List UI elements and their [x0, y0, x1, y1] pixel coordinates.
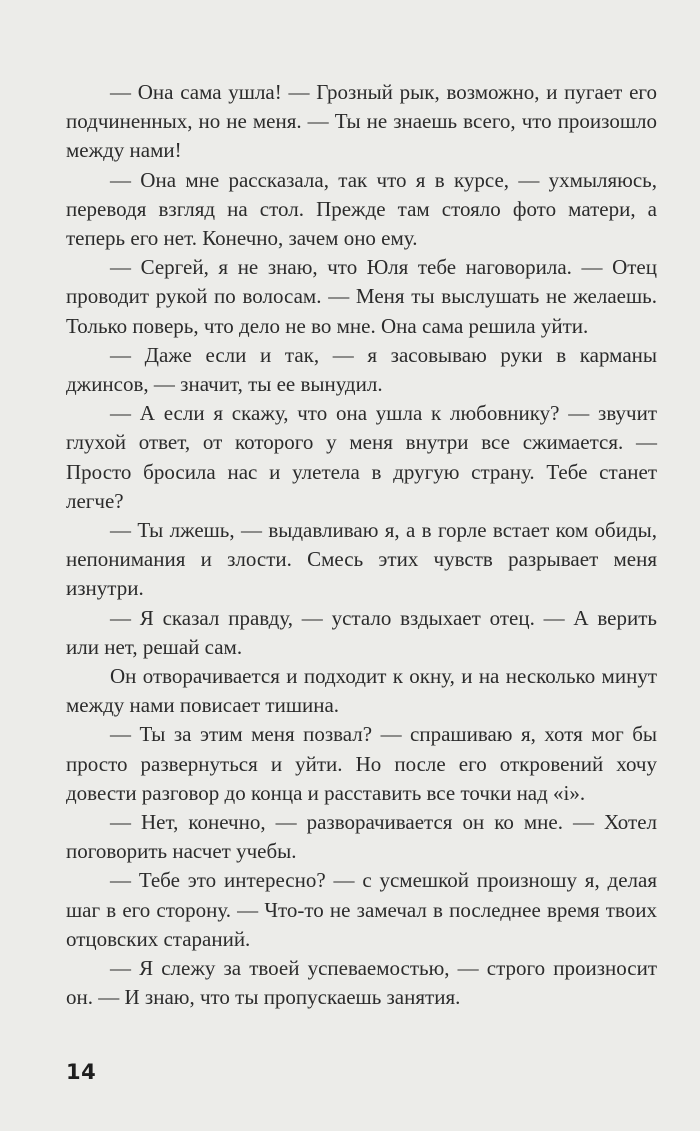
paragraph: — Ты за этим меня позвал? — спрашиваю я, хотя мог бы просто развернуться и уйти. Но после его откровений хочу довести разговор до конца и расставить все точки над «i». — [66, 722, 657, 805]
paragraph: — Я слежу за твоей успеваемостью, — строго произносит он. — И знаю, что ты пропускаешь занятия. — [66, 956, 657, 1010]
paragraph: — Даже если и так, — я засовываю руки в карманы джинсов, — значит, ты ее вынудил. — [66, 342, 657, 397]
paragraph: — Нет, конечно, — разворачивается он ко мне. — Хотел поговорить насчет учебы. — [66, 810, 657, 864]
paragraph: — Она сама ушла! — Грозный рык, возможно, и пугает его подчиненных, но не меня. — Ты не знаешь всего, что произошло между нами! — [66, 80, 657, 163]
paragraph: Он отворачивается и подходит к окну, и на несколько минут между нами повисает тишина. — [66, 664, 657, 718]
body-text — [66, 78, 657, 1013]
paragraph: — Сергей, я не знаю, что Юля тебе наговорила. — Отец проводит рукой по волосам. — Меня ты выслушать не желаешь. Только поверь, что дело не во мне. Она сама решила уйти. — [66, 255, 657, 338]
paragraph: — Она мне рассказала, так что я в курсе, — ухмыляюсь, переводя взгляд на стол. Прежде там стояло фото матери, а теперь его нет. Конечно, зачем оно ему. — [66, 167, 657, 251]
paragraph: — А если я скажу, что она ушла к любовнику? — звучит глухой ответ, от которого у меня внутри все сжимается. — Просто бросила нас и улетела в другую страну. Тебе станет легче? — [66, 401, 657, 513]
paragraph: — Тебе это интересно? — с усмешкой произношу я, делая шаг в его сторону. — Что-то не замечал в последнее время твоих отцовских стараний. — [66, 868, 657, 951]
paragraph: — Я сказал правду, — устало вздыхает отец. — А верить или нет, решай сам. — [66, 605, 657, 659]
page-number: 14 — [66, 1060, 97, 1084]
paragraph: — Ты лжешь, — выдавливаю я, а в горле встает ком обиды, непонимания и злости. Смесь этих чувств разрывает меня изнутри. — [66, 518, 657, 601]
